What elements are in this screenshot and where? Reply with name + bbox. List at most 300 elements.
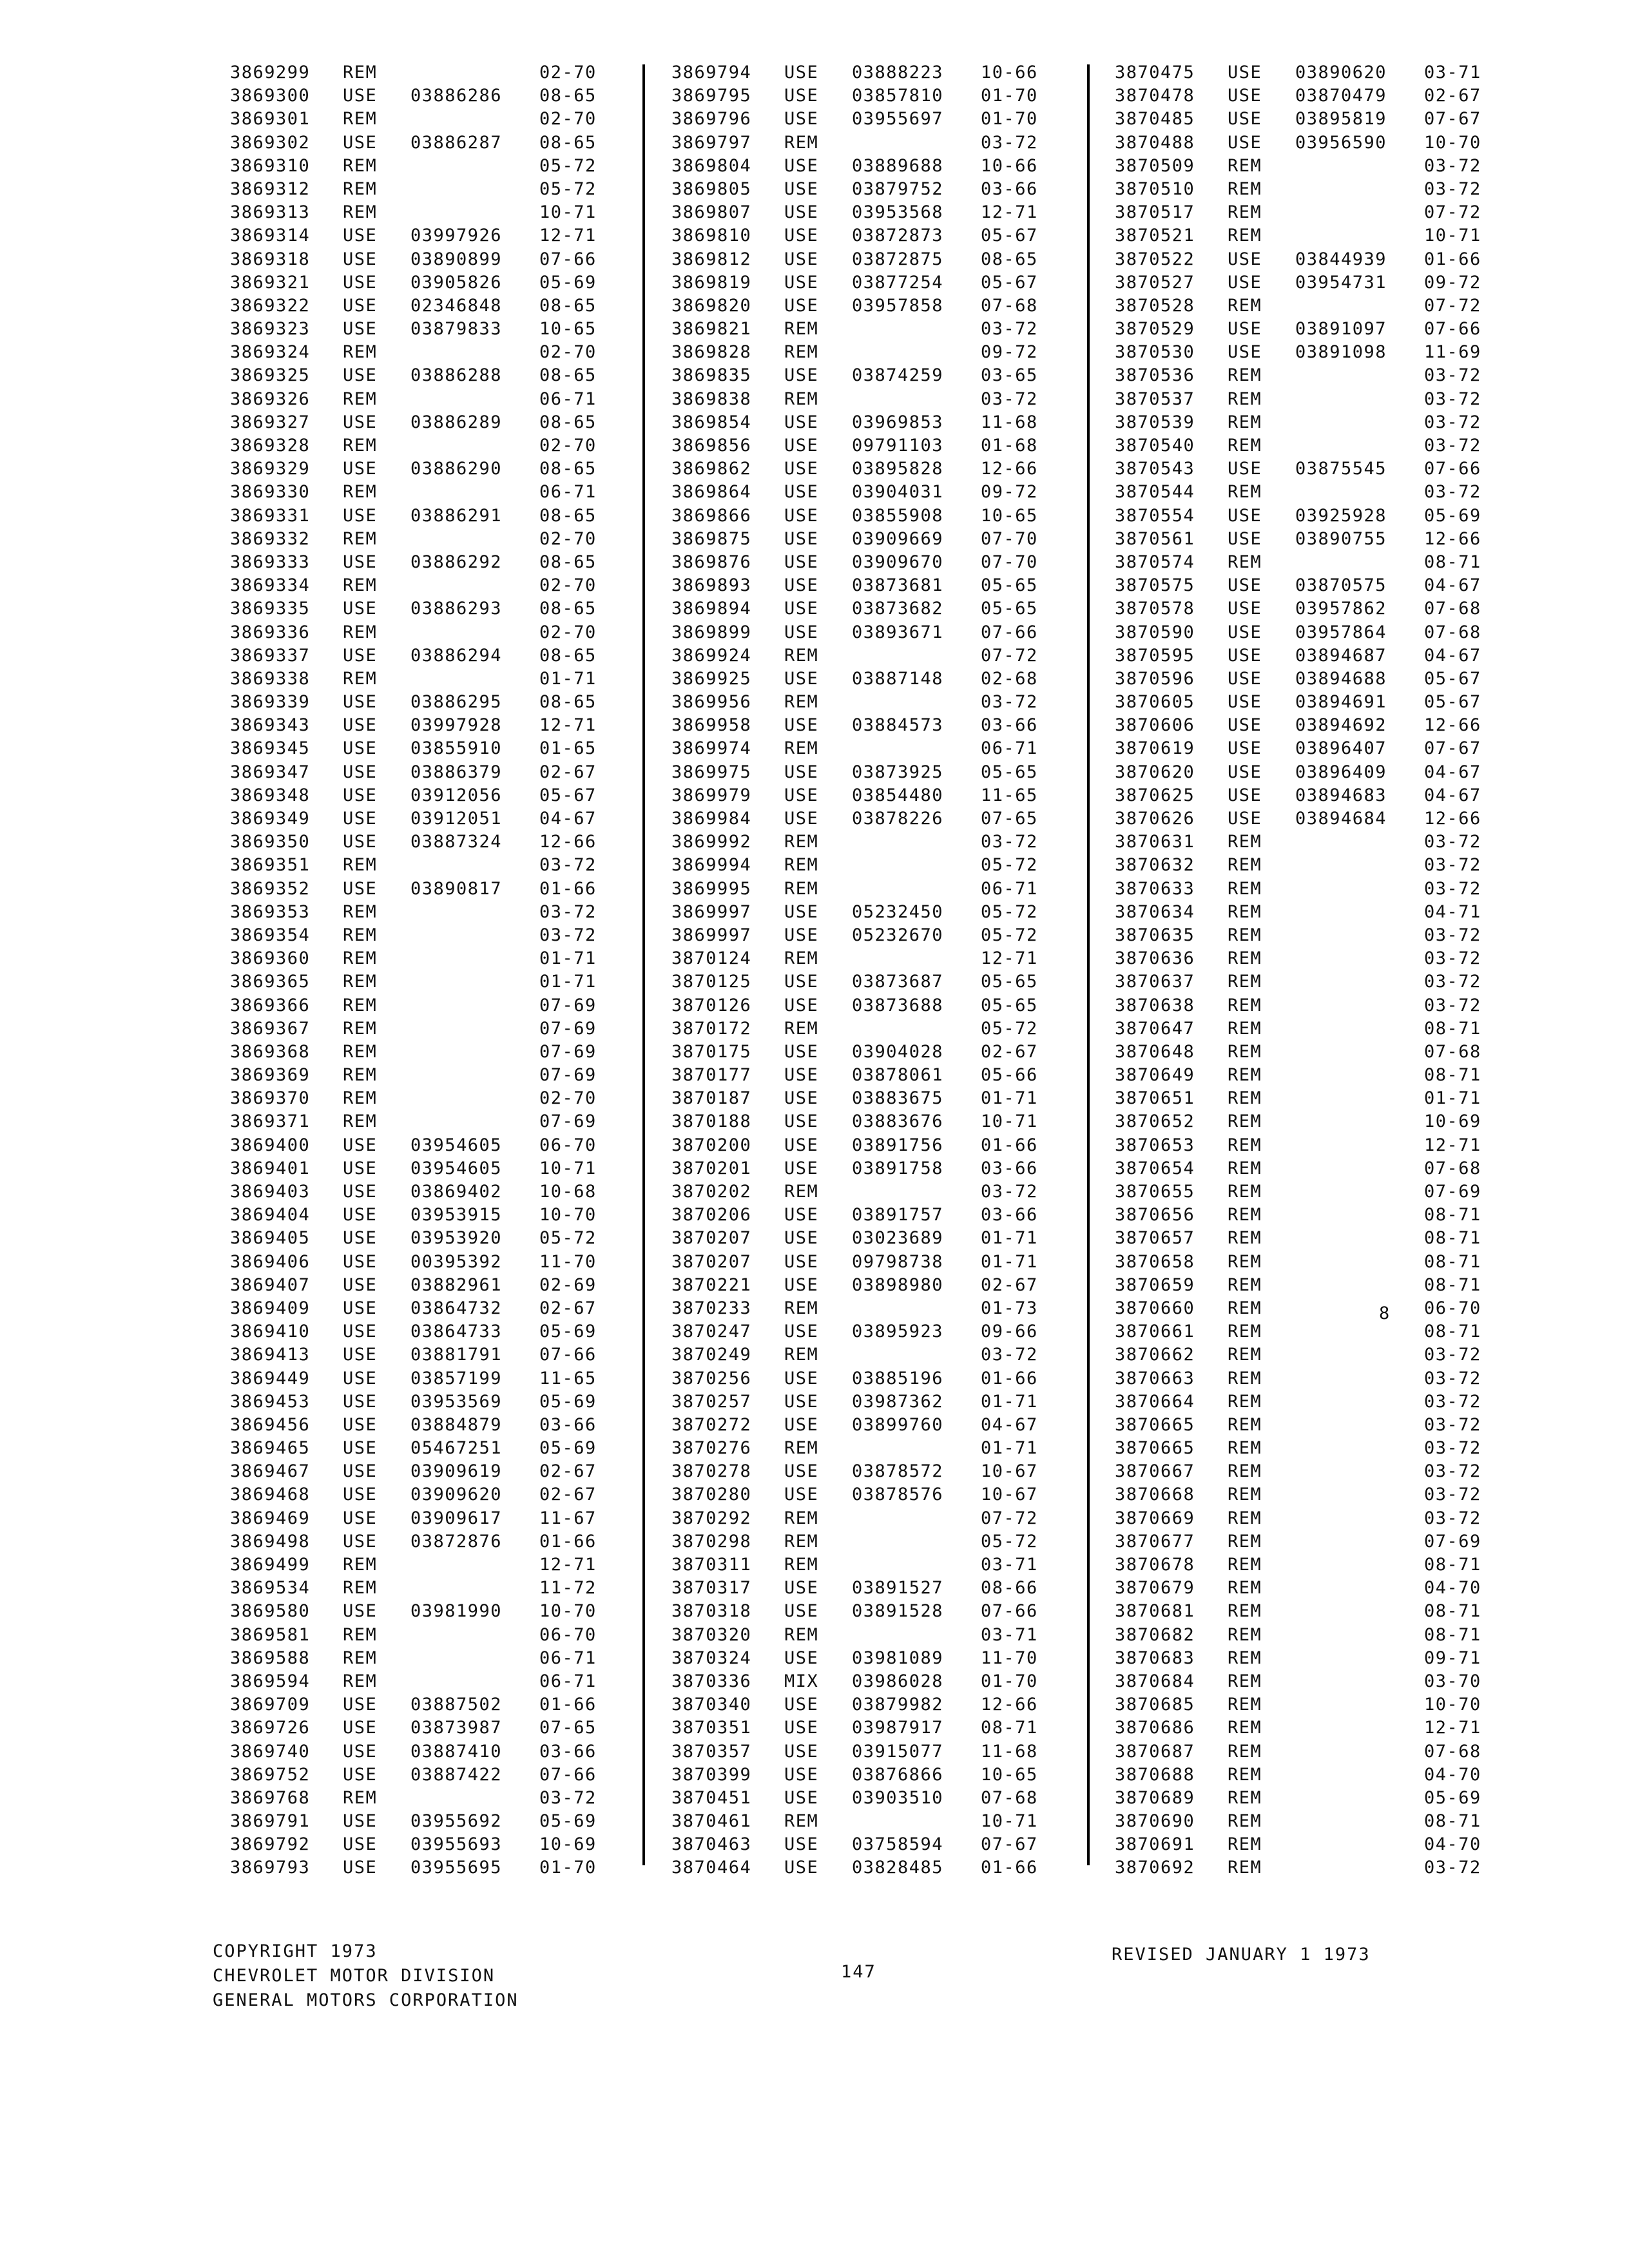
status-code: USE bbox=[343, 738, 378, 759]
date-code: 03-72 bbox=[1424, 1485, 1481, 1505]
status-code: USE bbox=[784, 1485, 819, 1505]
date-code: 01-66 bbox=[981, 1135, 1038, 1155]
parts-row bbox=[671, 574, 1084, 597]
date-code: 05-67 bbox=[1424, 692, 1481, 713]
status-code: REM bbox=[1228, 1088, 1262, 1109]
part-number: 3869534 bbox=[230, 1578, 311, 1599]
parts-row bbox=[671, 1157, 1084, 1180]
part-number: 3870517 bbox=[1115, 202, 1195, 223]
date-code: 07-67 bbox=[1424, 109, 1481, 130]
date-code: 10-71 bbox=[1424, 226, 1481, 246]
status-code: REM bbox=[343, 668, 378, 689]
status-code: REM bbox=[343, 178, 378, 199]
parts-row bbox=[1115, 551, 1527, 574]
date-code: 01-65 bbox=[539, 738, 597, 759]
date-code: 01-71 bbox=[981, 1391, 1038, 1412]
parts-row bbox=[230, 1157, 642, 1180]
parts-row bbox=[671, 1833, 1084, 1856]
part-number: 3870340 bbox=[671, 1695, 752, 1715]
date-code: 07-66 bbox=[539, 1764, 597, 1785]
part-number: 3869740 bbox=[230, 1741, 311, 1762]
date-code: 03-72 bbox=[539, 925, 597, 945]
part-number: 3869893 bbox=[671, 575, 752, 596]
part-number: 3869768 bbox=[230, 1787, 311, 1808]
replacement-number: 00395392 bbox=[410, 1251, 503, 1272]
date-code: 09-66 bbox=[981, 1321, 1038, 1342]
parts-row bbox=[230, 1180, 642, 1204]
status-code: USE bbox=[343, 1858, 378, 1878]
date-code: 05-72 bbox=[981, 901, 1038, 922]
parts-row bbox=[1115, 1297, 1527, 1320]
date-code: 10-65 bbox=[981, 1764, 1038, 1785]
parts-column-3 bbox=[1115, 61, 1527, 1880]
replacement-number: 03912056 bbox=[410, 785, 503, 805]
parts-row bbox=[671, 1460, 1084, 1483]
date-code: 11-65 bbox=[539, 1368, 597, 1389]
parts-row bbox=[671, 1670, 1084, 1693]
replacement-number: 03904031 bbox=[852, 482, 944, 503]
replacement-number: 03873681 bbox=[852, 575, 944, 596]
status-code: USE bbox=[784, 1578, 819, 1599]
replacement-number: 03955697 bbox=[852, 109, 944, 130]
parts-row bbox=[1115, 341, 1527, 364]
parts-row bbox=[1115, 854, 1527, 877]
replacement-number: 03997926 bbox=[410, 226, 503, 246]
parts-row bbox=[230, 1227, 642, 1250]
replacement-number: 03884879 bbox=[410, 1414, 503, 1435]
status-code: REM bbox=[784, 1438, 819, 1459]
parts-row bbox=[230, 807, 642, 831]
status-code: USE bbox=[343, 715, 378, 736]
replacement-number: 03872873 bbox=[852, 226, 944, 246]
part-number: 3870485 bbox=[1115, 109, 1195, 130]
status-code: USE bbox=[784, 972, 819, 992]
replacement-number: 03909620 bbox=[410, 1485, 503, 1505]
date-code: 08-65 bbox=[539, 599, 597, 619]
parts-row bbox=[671, 1600, 1084, 1623]
date-code: 02-67 bbox=[539, 1298, 597, 1318]
date-code: 08-65 bbox=[539, 552, 597, 572]
replacement-number: 03879982 bbox=[852, 1695, 944, 1715]
part-number: 3869588 bbox=[230, 1648, 311, 1668]
replacement-number: 03878572 bbox=[852, 1461, 944, 1482]
status-code: USE bbox=[784, 1601, 819, 1622]
replacement-number: 03894684 bbox=[1295, 809, 1387, 829]
replacement-number: 03894687 bbox=[1295, 645, 1387, 666]
parts-row bbox=[671, 691, 1084, 714]
part-number: 3869404 bbox=[230, 1205, 311, 1225]
part-number: 3870681 bbox=[1115, 1601, 1195, 1622]
part-number: 3869498 bbox=[230, 1531, 311, 1552]
parts-row bbox=[230, 457, 642, 481]
parts-row bbox=[1115, 388, 1527, 411]
part-number: 3870124 bbox=[671, 948, 752, 969]
replacement-number: 03870479 bbox=[1295, 86, 1387, 106]
replacement-number: 03873687 bbox=[852, 972, 944, 992]
part-number: 3869407 bbox=[230, 1274, 311, 1295]
status-code: REM bbox=[1228, 1741, 1262, 1762]
parts-row bbox=[671, 714, 1084, 737]
status-code: USE bbox=[784, 1764, 819, 1785]
date-code: 01-70 bbox=[539, 1858, 597, 1878]
parts-row bbox=[671, 178, 1084, 201]
status-code: USE bbox=[784, 1695, 819, 1715]
part-number: 3870317 bbox=[671, 1578, 752, 1599]
status-code: USE bbox=[784, 785, 819, 805]
parts-row bbox=[671, 61, 1084, 84]
status-code: REM bbox=[784, 1345, 819, 1365]
status-code: USE bbox=[343, 1485, 378, 1505]
parts-row bbox=[1115, 1763, 1527, 1787]
date-code: 07-66 bbox=[539, 249, 597, 269]
parts-row bbox=[671, 248, 1084, 271]
part-number: 3870451 bbox=[671, 1787, 752, 1808]
replacement-number: 03895819 bbox=[1295, 109, 1387, 130]
status-code: USE bbox=[784, 295, 819, 316]
status-code: REM bbox=[1228, 202, 1262, 223]
parts-row bbox=[230, 574, 642, 597]
part-number: 3869838 bbox=[671, 389, 752, 409]
replacement-number: 03844939 bbox=[1295, 249, 1387, 269]
status-code: USE bbox=[343, 1274, 378, 1295]
parts-row bbox=[671, 84, 1084, 108]
date-code: 07-68 bbox=[1424, 1741, 1481, 1762]
replacement-number: 03857810 bbox=[852, 86, 944, 106]
date-code: 01-71 bbox=[539, 668, 597, 689]
status-code: USE bbox=[784, 1274, 819, 1295]
parts-row bbox=[671, 1414, 1084, 1437]
date-code: 10-68 bbox=[539, 1182, 597, 1202]
parts-row bbox=[230, 131, 642, 155]
parts-row bbox=[671, 1856, 1084, 1879]
part-number: 3869406 bbox=[230, 1251, 311, 1272]
part-number: 3869997 bbox=[671, 901, 752, 922]
date-code: 07-69 bbox=[539, 1041, 597, 1062]
part-number: 3869352 bbox=[230, 878, 311, 899]
status-code: REM bbox=[343, 901, 378, 922]
replacement-number: 03878226 bbox=[852, 809, 944, 829]
date-code: 09-72 bbox=[981, 342, 1038, 363]
date-code: 08-65 bbox=[539, 645, 597, 666]
part-number: 3870202 bbox=[671, 1182, 752, 1202]
date-code: 03-72 bbox=[1424, 412, 1481, 432]
date-code: 03-72 bbox=[981, 132, 1038, 153]
parts-row bbox=[1115, 924, 1527, 947]
date-code: 07-69 bbox=[539, 1065, 597, 1086]
parts-row bbox=[230, 248, 642, 271]
part-number: 3870247 bbox=[671, 1321, 752, 1342]
date-code: 03-66 bbox=[981, 715, 1038, 736]
status-code: REM bbox=[1228, 1251, 1262, 1272]
parts-row bbox=[230, 1274, 642, 1297]
status-code: USE bbox=[343, 1834, 378, 1855]
status-code: REM bbox=[343, 155, 378, 176]
part-number: 3869894 bbox=[671, 599, 752, 619]
part-number: 3869347 bbox=[230, 762, 311, 782]
replacement-number: 03981990 bbox=[410, 1601, 503, 1622]
status-code: USE bbox=[1228, 319, 1262, 340]
status-code: REM bbox=[1228, 1205, 1262, 1225]
parts-row bbox=[1115, 644, 1527, 668]
part-number: 3869323 bbox=[230, 319, 311, 340]
replacement-number: 03873688 bbox=[852, 995, 944, 1015]
date-code: 03-72 bbox=[1424, 1414, 1481, 1435]
parts-row bbox=[230, 737, 642, 760]
part-number: 3870663 bbox=[1115, 1368, 1195, 1389]
parts-row bbox=[230, 1810, 642, 1833]
date-code: 08-71 bbox=[1424, 1274, 1481, 1295]
part-number: 3869581 bbox=[230, 1624, 311, 1645]
status-code: USE bbox=[784, 1414, 819, 1435]
part-number: 3870657 bbox=[1115, 1228, 1195, 1249]
date-code: 04-70 bbox=[1424, 1764, 1481, 1785]
parts-row bbox=[1115, 1810, 1527, 1833]
replacement-number: 03886294 bbox=[410, 645, 503, 666]
date-code: 07-68 bbox=[981, 295, 1038, 316]
replacement-number: 03986028 bbox=[852, 1671, 944, 1691]
status-code: REM bbox=[343, 1041, 378, 1062]
part-number: 3869339 bbox=[230, 692, 311, 713]
status-code: USE bbox=[343, 1461, 378, 1482]
part-number: 3869400 bbox=[230, 1135, 311, 1155]
part-number: 3869469 bbox=[230, 1508, 311, 1528]
date-code: 01-66 bbox=[539, 1695, 597, 1715]
date-code: 08-65 bbox=[539, 132, 597, 153]
date-code: 02-67 bbox=[981, 1041, 1038, 1062]
part-number: 3870543 bbox=[1115, 459, 1195, 479]
status-code: USE bbox=[784, 1787, 819, 1808]
status-code: USE bbox=[784, 365, 819, 386]
parts-row bbox=[230, 1251, 642, 1274]
parts-row bbox=[230, 528, 642, 551]
replacement-number: 03909617 bbox=[410, 1508, 503, 1528]
replacement-number: 03890620 bbox=[1295, 62, 1387, 82]
date-code: 11-68 bbox=[981, 412, 1038, 432]
parts-row bbox=[230, 1693, 642, 1716]
date-code: 03-66 bbox=[981, 1158, 1038, 1178]
status-code: REM bbox=[343, 528, 378, 549]
parts-row bbox=[1115, 1553, 1527, 1577]
status-code: USE bbox=[343, 295, 378, 316]
status-code: USE bbox=[784, 1158, 819, 1178]
date-code: 08-65 bbox=[539, 295, 597, 316]
part-number: 3870595 bbox=[1115, 645, 1195, 666]
status-code: USE bbox=[784, 109, 819, 130]
status-code: REM bbox=[784, 855, 819, 876]
status-code: USE bbox=[784, 436, 819, 456]
date-code: 01-70 bbox=[981, 1671, 1038, 1691]
parts-row bbox=[230, 108, 642, 131]
status-code: USE bbox=[343, 809, 378, 829]
date-code: 02-70 bbox=[539, 575, 597, 596]
status-code: REM bbox=[1228, 1041, 1262, 1062]
status-code: REM bbox=[1228, 1834, 1262, 1855]
date-code: 03-72 bbox=[1424, 878, 1481, 899]
parts-row bbox=[1115, 1320, 1527, 1343]
parts-row bbox=[1115, 1064, 1527, 1087]
date-code: 06-70 bbox=[539, 1135, 597, 1155]
status-code: USE bbox=[343, 272, 378, 293]
replacement-number: 03891097 bbox=[1295, 319, 1387, 340]
date-code: 02-67 bbox=[981, 1274, 1038, 1295]
status-code: REM bbox=[343, 1648, 378, 1668]
status-code: REM bbox=[784, 1508, 819, 1528]
date-code: 09-71 bbox=[1424, 1648, 1481, 1668]
status-code: USE bbox=[343, 832, 378, 852]
part-number: 3869335 bbox=[230, 599, 311, 619]
status-code: REM bbox=[1228, 1531, 1262, 1552]
status-code: USE bbox=[343, 412, 378, 432]
status-code: REM bbox=[784, 878, 819, 899]
status-code: REM bbox=[343, 342, 378, 363]
status-code: USE bbox=[343, 459, 378, 479]
part-number: 3870686 bbox=[1115, 1718, 1195, 1738]
date-code: 02-67 bbox=[1424, 86, 1481, 106]
replacement-number: 03874259 bbox=[852, 365, 944, 386]
date-code: 02-68 bbox=[981, 668, 1038, 689]
replacement-number: 03883675 bbox=[852, 1088, 944, 1109]
status-code: USE bbox=[343, 86, 378, 106]
parts-row bbox=[671, 947, 1084, 970]
status-code: REM bbox=[1228, 855, 1262, 876]
replacement-number: 03891758 bbox=[852, 1158, 944, 1178]
part-number: 3869368 bbox=[230, 1041, 311, 1062]
part-number: 3870669 bbox=[1115, 1508, 1195, 1528]
replacement-number: 03957858 bbox=[852, 295, 944, 316]
part-number: 3869992 bbox=[671, 832, 752, 852]
date-code: 07-67 bbox=[1424, 738, 1481, 759]
date-code: 12-66 bbox=[1424, 809, 1481, 829]
date-code: 07-72 bbox=[981, 1508, 1038, 1528]
status-code: USE bbox=[784, 1065, 819, 1086]
parts-row bbox=[1115, 131, 1527, 155]
part-number: 3869862 bbox=[671, 459, 752, 479]
parts-row bbox=[1115, 1460, 1527, 1483]
parts-row bbox=[1115, 84, 1527, 108]
status-code: USE bbox=[1228, 715, 1262, 736]
parts-row bbox=[1115, 737, 1527, 760]
status-code: REM bbox=[343, 1018, 378, 1039]
status-code: REM bbox=[1228, 1624, 1262, 1645]
part-number: 3869413 bbox=[230, 1345, 311, 1365]
parts-row bbox=[230, 224, 642, 247]
status-code: REM bbox=[784, 645, 819, 666]
part-number: 3869956 bbox=[671, 692, 752, 713]
status-code: USE bbox=[784, 1858, 819, 1878]
status-code: REM bbox=[1228, 1135, 1262, 1155]
part-number: 3869819 bbox=[671, 272, 752, 293]
replacement-number: 03758594 bbox=[852, 1834, 944, 1855]
part-number: 3869958 bbox=[671, 715, 752, 736]
status-code: USE bbox=[343, 552, 378, 572]
part-number: 3870461 bbox=[671, 1811, 752, 1832]
status-code: REM bbox=[1228, 972, 1262, 992]
parts-row bbox=[230, 784, 642, 807]
parts-row bbox=[1115, 1670, 1527, 1693]
part-number: 3870510 bbox=[1115, 178, 1195, 199]
parts-row bbox=[230, 1856, 642, 1879]
date-code: 05-67 bbox=[981, 226, 1038, 246]
parts-row bbox=[671, 434, 1084, 457]
part-number: 3869866 bbox=[671, 505, 752, 526]
replacement-number: 03877254 bbox=[852, 272, 944, 293]
parts-row bbox=[230, 1763, 642, 1787]
replacement-number: 03894688 bbox=[1295, 668, 1387, 689]
division-line: CHEVROLET MOTOR DIVISION bbox=[213, 1966, 496, 1986]
part-number: 3870256 bbox=[671, 1368, 752, 1389]
parts-row bbox=[1115, 528, 1527, 551]
status-code: USE bbox=[343, 1811, 378, 1832]
status-code: REM bbox=[1228, 925, 1262, 945]
status-code: USE bbox=[784, 1368, 819, 1389]
status-code: USE bbox=[784, 1088, 819, 1109]
date-code: 05-69 bbox=[539, 1391, 597, 1412]
parts-row bbox=[1115, 947, 1527, 970]
part-number: 3869324 bbox=[230, 342, 311, 363]
status-code: USE bbox=[343, 1438, 378, 1459]
parts-row bbox=[671, 1320, 1084, 1343]
date-code: 01-66 bbox=[539, 1531, 597, 1552]
date-code: 03-72 bbox=[539, 855, 597, 876]
parts-row bbox=[671, 1437, 1084, 1460]
status-code: USE bbox=[784, 1834, 819, 1855]
date-code: 03-72 bbox=[981, 1182, 1038, 1202]
date-code: 05-72 bbox=[539, 1228, 597, 1249]
replacement-number: 03879833 bbox=[410, 319, 503, 340]
parts-row bbox=[230, 1320, 642, 1343]
status-code: USE bbox=[1228, 459, 1262, 479]
status-code: USE bbox=[784, 762, 819, 782]
part-number: 3869594 bbox=[230, 1671, 311, 1691]
parts-row bbox=[671, 761, 1084, 784]
part-number: 3870561 bbox=[1115, 528, 1195, 549]
date-code: 08-71 bbox=[1424, 1228, 1481, 1249]
replacement-number: 03873925 bbox=[852, 762, 944, 782]
date-code: 03-72 bbox=[539, 1787, 597, 1808]
part-number: 3869580 bbox=[230, 1601, 311, 1622]
date-code: 12-71 bbox=[981, 202, 1038, 223]
date-code: 10-65 bbox=[539, 319, 597, 340]
part-number: 3869805 bbox=[671, 178, 752, 199]
status-code: REM bbox=[784, 692, 819, 713]
date-code: 03-72 bbox=[1424, 436, 1481, 456]
date-code: 05-69 bbox=[1424, 505, 1481, 526]
status-code: USE bbox=[1228, 668, 1262, 689]
part-number: 3870606 bbox=[1115, 715, 1195, 736]
status-code: USE bbox=[1228, 692, 1262, 713]
parts-row bbox=[671, 878, 1084, 901]
status-code: REM bbox=[1228, 1787, 1262, 1808]
status-code: REM bbox=[1228, 1228, 1262, 1249]
date-code: 03-70 bbox=[1424, 1671, 1481, 1691]
part-number: 3870625 bbox=[1115, 785, 1195, 805]
date-code: 07-66 bbox=[1424, 319, 1481, 340]
status-code: REM bbox=[784, 132, 819, 153]
status-code: USE bbox=[343, 1298, 378, 1318]
part-number: 3869925 bbox=[671, 668, 752, 689]
status-code: REM bbox=[1228, 1718, 1262, 1738]
parts-row bbox=[1115, 1507, 1527, 1530]
status-code: USE bbox=[1228, 342, 1262, 363]
status-code: REM bbox=[1228, 552, 1262, 572]
status-code: REM bbox=[1228, 1601, 1262, 1622]
status-code: REM bbox=[784, 389, 819, 409]
parts-row bbox=[671, 668, 1084, 691]
parts-row bbox=[671, 784, 1084, 807]
replacement-number: 03987362 bbox=[852, 1391, 944, 1412]
parts-row bbox=[230, 1670, 642, 1693]
part-number: 3869401 bbox=[230, 1158, 311, 1178]
